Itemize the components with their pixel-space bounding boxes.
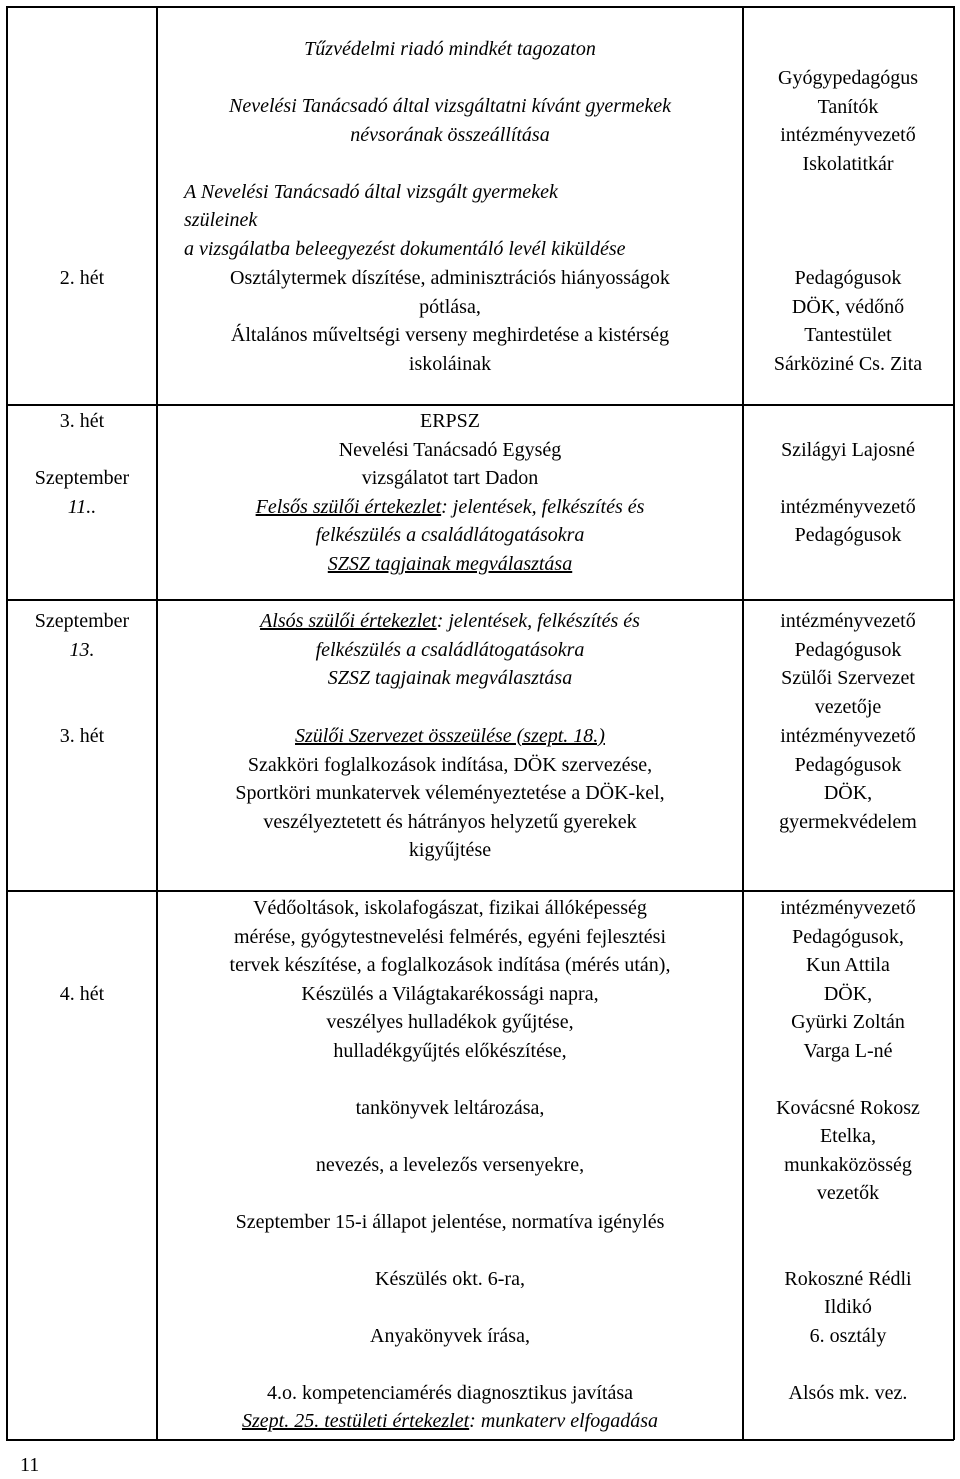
row-counseling-activity [158,92,742,263]
activity-line: iskoláinak [408,352,492,375]
activity-line: Szülői Szervezet összeülése (szept. 18.) [295,725,605,747]
responsible-spacer [744,464,952,493]
activity-line: Szept. 25. testületi értekezlet: munkaterv elfogadása [241,1410,659,1432]
row-fire-drill-activity [158,35,742,64]
activity-line: ERPSZ [419,410,481,432]
responsible-line: Etelka, [819,1125,877,1147]
week-label: 2. hét [59,267,105,289]
activity-line: Anyakönyvek írása, [370,1324,530,1347]
activity-line: A Nevelési Tanácsadó által vizsgált gyermekek [184,180,558,203]
activity-line: Készülés okt. 6-ra, [375,1267,525,1290]
activity-line: kigyűjtése [408,839,492,861]
activity-line: veszélyeztetett és hátrányos helyzetű gyerekek [263,810,637,833]
week-label: 3. hét [59,725,105,747]
row-week3-week [8,407,156,521]
row-divider [6,890,954,892]
row-week3b-week [8,722,156,751]
activity-line: hulladékgyűjtés előkészítése, [333,1039,567,1062]
activity-line: felkészülés a családlátogatásokra [315,524,585,546]
row-week3-responsible [744,407,952,550]
date-label: 13. [69,638,95,661]
row-week2-responsible [744,264,952,378]
activity-line: 4.o. kompetenciamérés diagnosztikus javítása [266,1381,633,1404]
meeting-title: Alsós szülői értekezlet [260,610,437,632]
responsible-line: Ildikó [824,1296,872,1318]
responsible-spacer [744,1208,952,1237]
week-label: 3. hét [59,410,105,432]
row-week3-activity [158,407,742,578]
responsible-line: Kovácsné Rokosz [776,1096,920,1119]
page-number: 11 [20,1454,40,1476]
activity-line: SZSZ tagjainak megválasztása [327,667,573,689]
week-label: 4. hét [59,983,105,1005]
activity-line: Sportköri munkatervek véleményeztetése a DÖK-kel, [235,782,665,804]
table-border-right [953,6,955,1440]
responsible-line: vezetője [814,695,882,718]
row-sept13-activity [158,607,742,693]
row-divider [6,404,954,406]
table-border-bottom [6,1439,954,1441]
row-sept13-responsible [744,607,952,721]
responsible-line: Szilágyi Lajosné [781,438,915,461]
activity-line: felkészülés a családlátogatásokra [315,638,585,661]
responsible-line: Pedagógusok [794,524,902,546]
activity-spacer [158,1122,742,1151]
activity-line: pótlása, [419,295,481,318]
responsible-line: Pedagógusok [794,267,902,289]
date-label: 11.. [67,495,97,518]
responsible-line: DÖK, [823,782,873,804]
row-week4-responsible [744,894,952,1407]
activity-line: Tűzvédelmi riadó mindkét tagozaton [304,38,596,60]
row-divider [6,599,954,601]
activity-line: Felsős szülői értekezlet: jelentések, felkészítés és [255,495,645,518]
row-week4-activity [158,894,742,1436]
row-sept13-week [8,607,156,664]
meeting-title: Szept. 25. testületi értekezlet [241,1410,470,1432]
responsible-line: Kun Attila [806,954,890,976]
activity-spacer [158,149,742,178]
activity-line: mérése, gyógytestnevelési felmérés, egyéni fejlesztési [233,925,667,948]
row-week2-week [8,264,156,293]
activity-spacer [158,1236,742,1265]
responsible-line: Pedagógusok [794,638,902,661]
meeting-title: Felsős szülői értekezlet [255,495,442,518]
responsible-spacer [744,1350,952,1379]
activity-line: Védőoltások, iskolafogászat, fizikai állóképesség [253,897,647,919]
responsible-line: vezetők [816,1182,880,1204]
responsible-line: Pedagógusok [794,753,902,776]
responsible-line: munkaközösség [784,1153,912,1176]
week-spacer [8,436,156,465]
activity-line: szüleinek [184,209,258,231]
responsible-line: Tantestület [804,324,892,346]
responsible-line: intézményvezető [780,495,916,518]
activity-line: Nevelési Tanácsadó által vizsgáltatni kívánt gyermekek [229,95,671,117]
activity-line: Általános műveltségi verseny meghirdetése a kistérség [230,324,670,346]
responsible-line: Tanítók [817,95,879,118]
activity-line: névsorának összeállítása [350,123,550,146]
row-counseling-responsible [744,64,952,178]
activity-line: Alsós szülői értekezlet: jelentések, felkészítés és [260,610,640,632]
responsible-line: 6. osztály [809,1324,887,1347]
responsible-line: Iskolatitkár [802,152,894,175]
row-week2-activity [158,264,742,378]
activity-line: SZSZ tagjainak megválasztása [327,552,573,575]
activity-line: veszélyes hulladékok gyűjtése, [326,1011,574,1033]
activity-spacer [158,1179,742,1208]
activity-line: Nevelési Tanácsadó Egység [338,438,562,461]
responsible-line: intézményvezető [780,124,916,146]
responsible-line: Gyürki Zoltán [791,1011,905,1033]
responsible-line: intézményvezető [780,725,916,747]
activity-spacer [158,1350,742,1379]
responsible-line: intézményvezető [780,897,916,919]
activity-line: Osztálytermek díszítése, adminisztrációs hiányosságok [230,267,670,289]
activity-line: Szakköri foglalkozások indítása, DÖK szervezése, [247,753,653,776]
responsible-spacer [744,1236,952,1265]
activity-line: nevezés, a levelezős versenyekre, [315,1153,585,1176]
responsible-spacer [744,407,952,436]
responsible-line: Pedagógusok, [792,925,904,948]
responsible-line: Rokoszné Rédli [784,1267,912,1290]
row-week4-week [8,980,156,1009]
responsible-line: Varga L-né [803,1039,893,1062]
row-week3b-responsible [744,722,952,836]
responsible-line: DÖK, [823,982,873,1005]
activity-line: Készülés a Világtakarékossági napra, [301,982,599,1005]
responsible-line: DÖK, védőnő [791,295,905,318]
responsible-line: Sárköziné Cs. Zita [773,352,923,375]
responsible-line: Alsós mk. vez. [788,1381,908,1404]
responsible-line: Szülői Szervezet [781,667,915,689]
date-label: Szeptember [34,610,130,632]
activity-spacer [158,1065,742,1094]
activity-line: tankönyvek leltározása, [355,1096,545,1119]
date-label: Szeptember [34,467,130,489]
activity-spacer [158,1293,742,1322]
activity-line: vizsgálatot tart Dadon [361,467,539,489]
responsible-line: gyermekvédelem [779,810,917,833]
responsible-spacer [744,1065,952,1094]
row-week3b-activity [158,722,742,865]
activity-line: tervek készítése, a foglalkozások indítása (mérés után), [229,954,671,976]
responsible-line: intézményvezető [780,610,916,632]
responsible-line: Gyógypedagógus [778,67,918,89]
activity-line: Szeptember 15-i állapot jelentése, normatíva igénylés [235,1210,665,1233]
activity-line: a vizsgálatba beleegyezést dokumentáló levél kiküldése [184,237,626,260]
table-border-top [6,6,954,8]
